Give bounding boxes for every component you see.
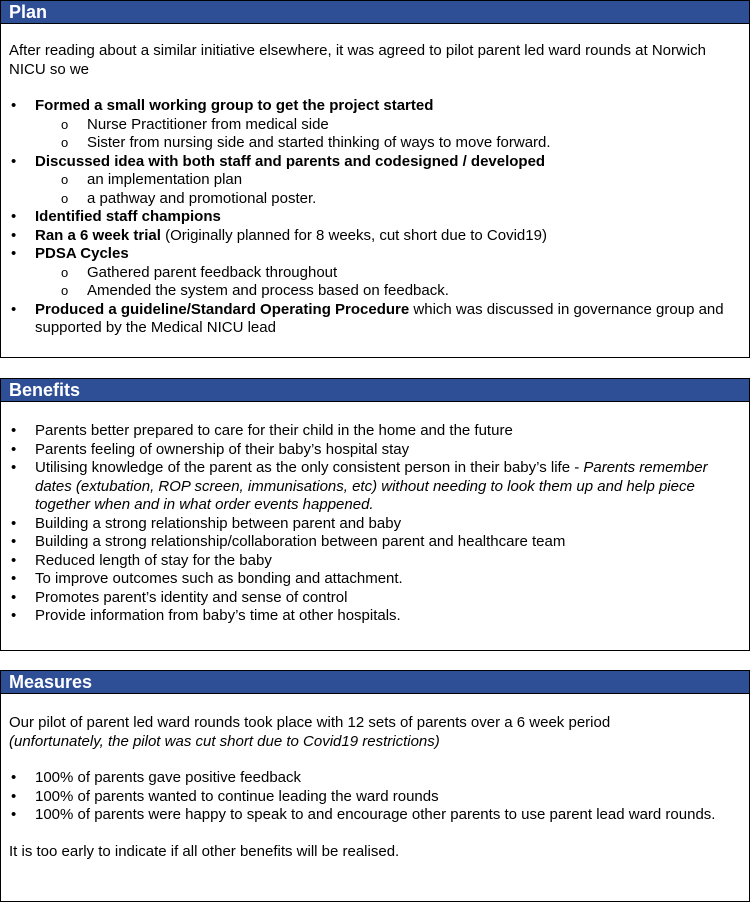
plan-item xyxy=(9,301,739,338)
benefit-text: Parents better prepared to care for their child in the home and the future xyxy=(35,422,513,439)
plan-intro: After reading about a similar initiative elsewhere, it was agreed to pilot parent led ward rounds at Norwich NICU so we xyxy=(9,42,707,78)
plan-item-title: Ran a 6 week trial xyxy=(35,226,161,244)
bullet-icon: • xyxy=(11,245,17,262)
plan-subitem xyxy=(9,282,739,301)
benefit-item xyxy=(9,422,739,441)
plan-list xyxy=(9,97,739,338)
bullet-icon: • xyxy=(11,208,17,225)
benefit-item xyxy=(9,459,739,515)
plan-content xyxy=(1,24,749,338)
benefit-text: Provide information from baby’s time at other hospitals. xyxy=(35,607,401,624)
plan-subitem xyxy=(9,264,739,283)
benefits-content xyxy=(1,402,749,626)
sub-bullet-icon: o xyxy=(61,190,69,206)
benefit-text: Promotes parent’s identity and sense of control xyxy=(35,588,348,606)
bullet-icon: • xyxy=(11,97,17,114)
sub-bullet-icon: o xyxy=(61,172,69,187)
benefit-text: Parents feeling of ownership of their baby’s hospital stay xyxy=(35,440,410,458)
bullet-icon: • xyxy=(11,533,17,550)
benefit-item xyxy=(9,607,739,626)
plan-item xyxy=(9,97,739,116)
benefit-item xyxy=(9,570,739,589)
plan-subitem-text: Sister from nursing side and started thinking of ways to move forward. xyxy=(87,134,551,151)
benefit-text: Reduced length of stay for the baby xyxy=(35,551,272,569)
measures-intro: Our pilot of parent led ward rounds took place with 12 sets of parents over a 6 week period xyxy=(9,714,611,731)
measure-item xyxy=(9,806,739,825)
plan-item xyxy=(9,245,739,264)
benefit-text: Building a strong relationship/collaboration between parent and healthcare team xyxy=(35,533,566,550)
plan-header: Plan xyxy=(1,1,749,24)
benefit-text: Utilising knowledge of the parent as the only consistent person in their baby’s life - xyxy=(35,459,584,476)
plan-subitem xyxy=(9,171,739,190)
plan-item-title: Formed a small working group to get the project started xyxy=(35,97,434,114)
sub-bullet-icon: o xyxy=(61,283,69,298)
plan-item-text: (Originally planned for 8 weeks, cut short due to Covid19) xyxy=(160,226,547,244)
measures-closing: It is too early to indicate if all other benefits will be realised. xyxy=(9,842,400,860)
plan-subitem xyxy=(9,190,739,209)
bullet-icon: • xyxy=(11,440,17,458)
plan-subitem xyxy=(9,134,739,153)
plan-subitem-text: Nurse Practitioner from medical side xyxy=(87,115,329,133)
plan-subitem-text: Amended the system and process based on feedback. xyxy=(87,282,449,299)
benefit-item xyxy=(9,533,739,552)
bullet-icon: • xyxy=(11,514,17,532)
bullet-icon: • xyxy=(11,459,17,476)
bullet-icon: • xyxy=(11,588,17,606)
benefit-item xyxy=(9,552,739,571)
benefit-text: To improve outcomes such as bonding and attachment. xyxy=(35,570,403,587)
plan-item-title: Identified staff champions xyxy=(35,208,221,225)
measure-text: 100% of parents gave positive feedback xyxy=(35,769,302,786)
measure-item xyxy=(9,769,739,788)
benefit-text: Building a strong relationship between parent and baby xyxy=(35,514,402,532)
measures-list xyxy=(9,769,739,825)
plan-item-title: Discussed idea with both staff and parents and codesigned / developed xyxy=(35,152,546,170)
bullet-icon: • xyxy=(11,607,17,624)
plan-item-title: Produced a guideline/Standard Operating Procedure xyxy=(35,300,410,318)
measures-content xyxy=(1,694,749,861)
bullet-icon: • xyxy=(11,422,17,439)
benefit-item xyxy=(9,589,739,608)
bullet-icon: • xyxy=(11,300,17,318)
plan-section xyxy=(0,0,750,358)
measure-text: 100% of parents wanted to continue leading the ward rounds xyxy=(35,787,439,805)
sub-bullet-icon: o xyxy=(61,116,69,132)
plan-item-text: which was discussed in governance group and supported by the Medical NICU lead xyxy=(35,300,724,336)
benefits-section xyxy=(0,378,750,651)
plan-subitem-text: a pathway and promotional poster. xyxy=(87,189,317,207)
plan-item xyxy=(9,153,739,172)
measures-intro-note: (unfortunately, the pilot was cut short due to Covid19 restrictions) xyxy=(9,732,440,750)
measures-header: Measures xyxy=(1,671,749,694)
bullet-icon: • xyxy=(11,152,17,170)
plan-item-title: PDSA Cycles xyxy=(35,245,129,262)
benefit-italic-text: Parents remember dates (extubation, ROP screen, immunisations, etc) without needing to look them up and help piece together when and in what order events happened. xyxy=(35,459,708,513)
bullet-icon: • xyxy=(11,806,17,823)
plan-item xyxy=(9,208,739,227)
measure-item xyxy=(9,788,739,807)
measure-text: 100% of parents were happy to speak to and encourage other parents to use parent lead ward rounds. xyxy=(35,806,716,823)
bullet-icon: • xyxy=(11,769,17,786)
benefits-list xyxy=(9,422,739,626)
bullet-icon: • xyxy=(11,226,17,244)
benefit-item xyxy=(9,515,739,534)
plan-subitem-text: an implementation plan xyxy=(87,171,243,188)
plan-item xyxy=(9,227,739,246)
plan-subitem xyxy=(9,116,739,135)
measures-section xyxy=(0,670,750,902)
benefit-item xyxy=(9,441,739,460)
sub-bullet-icon: o xyxy=(61,135,69,150)
bullet-icon: • xyxy=(11,551,17,569)
benefits-header: Benefits xyxy=(1,379,749,402)
bullet-icon: • xyxy=(11,787,17,805)
sub-bullet-icon: o xyxy=(61,264,69,280)
plan-subitem-text: Gathered parent feedback throughout xyxy=(87,263,338,281)
bullet-icon: • xyxy=(11,570,17,587)
